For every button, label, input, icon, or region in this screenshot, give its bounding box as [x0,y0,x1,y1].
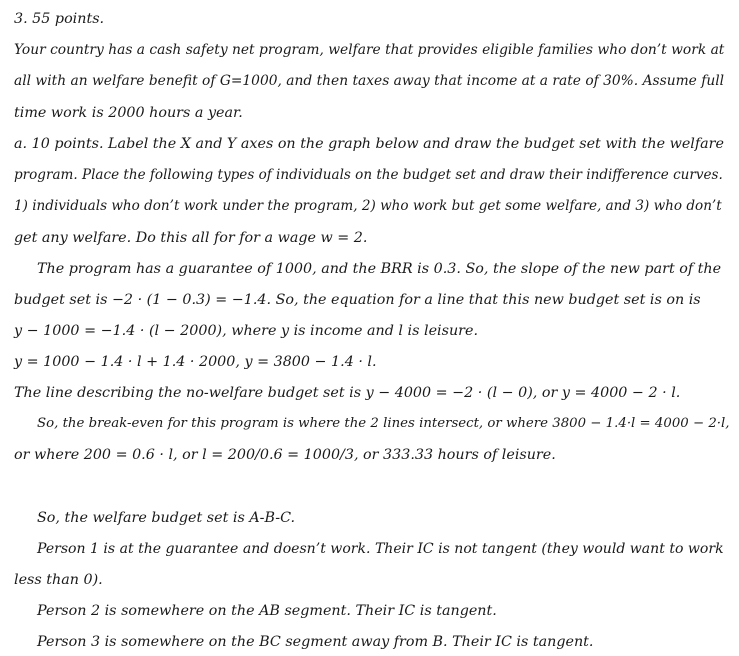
part-a-line-3: 1) individuals who don’t work under the program, 2) who work but get some welfare, and 3) who don’t [14,198,722,214]
solution-equation-1: y − 1000 = −1.4 · (l − 2000), where y is income and l is leisure. [14,323,478,339]
solution-break-even-2: or where 200 = 0.6 · l, or l = 200/0.6 = 1000/3, or 333.33 hours of leisure. [14,447,556,463]
solution-person-1: Person 1 is at the guarantee and doesn’t work. Their IC is not tangent (they would want to work [37,541,724,557]
solution-person-2: Person 2 is somewhere on the AB segment. Their IC is tangent. [37,603,497,619]
part-a-line-4: get any welfare. Do this all for for a wage w = 2. [14,230,368,246]
solution-break-even-1: So, the break-even for this program is where the 2 lines intersect, or where 3800 − 1.4·l = 4000 − 2·l, [37,416,730,431]
solution-no-welfare-line: The line describing the no-welfare budget set is y − 4000 = −2 · (l − 0), or y = 4000 − 2 · l. [14,385,681,401]
solution-person-1-cont: less than 0). [14,572,103,588]
intro-line-1: Your country has a cash safety net program, welfare that provides eligible families who don’t work at [14,42,725,58]
solution-line-2: budget set is −2 · (1 − 0.3) = −1.4. So, the equation for a line that this new budget set is on is [14,292,701,308]
intro-line-3: time work is 2000 hours a year. [14,105,243,121]
part-a-line-1: a. 10 points. Label the X and Y axes on the graph below and draw the budget set with the welfare [14,136,724,152]
solution-budget-set: So, the welfare budget set is A-B-C. [37,510,296,526]
intro-line-2: all with an welfare benefit of G=1000, and then taxes away that income at a rate of 30%. Assume full [14,73,725,89]
solution-person-3: Person 3 is somewhere on the BC segment away from B. Their IC is tangent. [37,634,594,650]
problem-heading: 3. 55 points. [14,11,105,27]
solution-equation-2: y = 1000 − 1.4 · l + 1.4 · 2000, y = 3800 − 1.4 · l. [14,354,377,370]
solution-line-1: The program has a guarantee of 1000, and the BRR is 0.3. So, the slope of the new part of the [37,261,722,277]
part-a-line-2: program. Place the following types of individuals on the budget set and draw their indifference curves. [14,167,723,183]
